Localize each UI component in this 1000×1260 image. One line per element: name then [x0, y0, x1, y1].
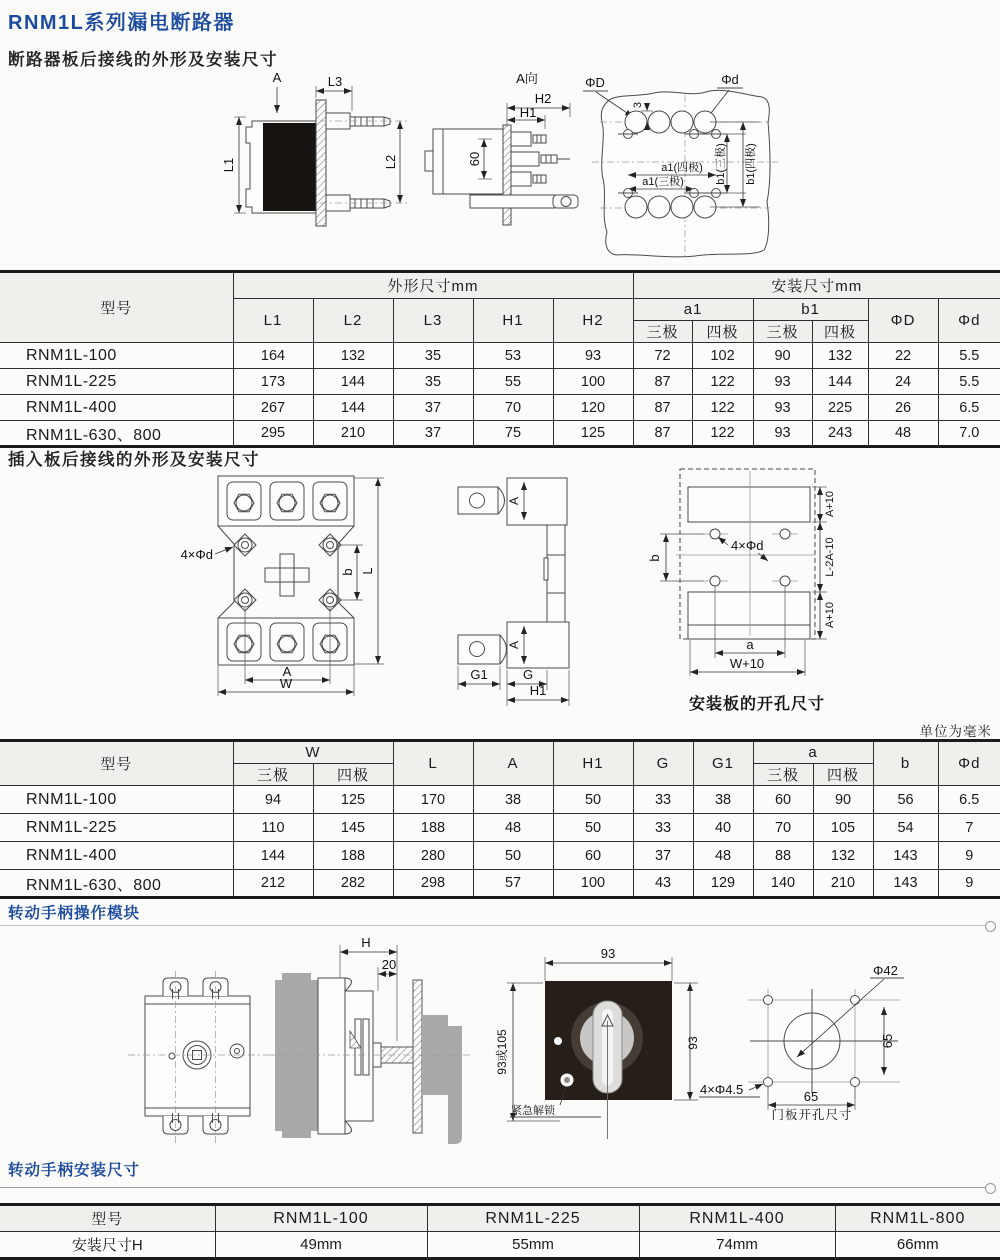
t1-h-l1: L1 [233, 299, 313, 343]
cell: 24 [868, 369, 938, 395]
dim-label-l3: L3 [327, 74, 343, 89]
dim-label-93-top: 93 [600, 946, 616, 961]
handle-module-side-view [268, 935, 470, 1144]
label-4xphid: 4×Φd [180, 547, 213, 562]
cell: 38 [473, 786, 553, 814]
cell: 188 [393, 814, 473, 842]
cell: 60 [753, 786, 813, 814]
panel-drilling-view [583, 72, 778, 257]
cell: 122 [692, 395, 753, 421]
model-cell: RNM1L-400 [0, 842, 233, 870]
label-phi42: Φ42 [873, 963, 898, 978]
cell: 164 [233, 343, 313, 369]
cell: 87 [633, 369, 692, 395]
door-panel-hatched [413, 980, 422, 1133]
outline-install-dimension-table [0, 270, 1000, 448]
table-row [0, 343, 1000, 369]
cell: 57 [473, 870, 553, 898]
cell: 55mm [427, 1232, 639, 1259]
dim-label-a1-3p: a1(三极) [642, 176, 684, 188]
cell: 50 [553, 786, 633, 814]
cell: 125 [313, 786, 393, 814]
cell: 38 [693, 786, 753, 814]
cell: 140 [753, 870, 813, 898]
cell: 93 [753, 395, 812, 421]
cell: 9 [938, 842, 1000, 870]
cell: 143 [873, 842, 938, 870]
emergency-unlock-label: 紧急解锁 [511, 1105, 555, 1117]
section3-title: 转动手柄操作模块 [8, 905, 141, 922]
dim-label-L: L [360, 567, 375, 575]
label-phid: Φd [721, 72, 739, 87]
cell: 37 [633, 842, 693, 870]
cell: 54 [873, 814, 938, 842]
model-cell: RNM1L-225 [0, 369, 233, 395]
table-row [0, 814, 1000, 842]
cell: 243 [812, 421, 868, 447]
cell: 212 [233, 870, 313, 898]
t2-h-model: 型号 [0, 741, 233, 786]
t1-h-install: 安装尺寸mm [633, 272, 1000, 299]
cell: 210 [313, 421, 393, 447]
door-drilling-caption: 门板开孔尺寸 [771, 1108, 853, 1122]
cell: 143 [873, 870, 938, 898]
dim-label-65-right: 65 [880, 1033, 895, 1049]
cell: 5.5 [938, 343, 1000, 369]
plug-in-side-view [458, 478, 569, 706]
cell: 188 [313, 842, 393, 870]
view-label-a: A向 [516, 71, 538, 86]
cell: 210 [813, 870, 873, 898]
cell: 49mm [215, 1232, 427, 1259]
cell: 144 [233, 842, 313, 870]
cell: 102 [692, 343, 753, 369]
t3-h-model: 型号 [0, 1205, 215, 1232]
section2-title: 插入板后接线的外形及安装尺寸 [8, 451, 260, 469]
dim-label-20: 20 [381, 957, 397, 972]
t1-h-l3: L3 [393, 299, 473, 343]
dim-label-w10: W+10 [729, 656, 765, 671]
plug-in-connection-drawings [0, 468, 1000, 716]
mounting-plate-hatched [316, 100, 326, 226]
cell: 74mm [639, 1232, 835, 1259]
table-row [0, 870, 1000, 898]
dim-label-l1: L1 [221, 157, 236, 173]
model-cell: RNM1L-100 [0, 343, 233, 369]
door-drilling-view [748, 963, 904, 1122]
t2-h-phid: Φd [938, 741, 1000, 786]
dim-label-W: W [279, 676, 293, 691]
t3-model-1: RNM1L-225 [427, 1205, 639, 1232]
cell: 129 [693, 870, 753, 898]
model-cell: RNM1L-400 [0, 395, 233, 421]
cell: 90 [813, 786, 873, 814]
t1-h-model: 型号 [0, 272, 233, 343]
t3-model-0: RNM1L-100 [215, 1205, 427, 1232]
cell: 295 [233, 421, 313, 447]
cell: 132 [812, 343, 868, 369]
dim-label-b: b [340, 568, 355, 576]
cell: 9 [938, 870, 1000, 898]
cell: 53 [473, 343, 553, 369]
cell: 66mm [835, 1232, 1000, 1259]
cell: 75 [473, 421, 553, 447]
t1-h-outline: 外形尺寸mm [233, 272, 633, 299]
t2-h-a2: a [753, 741, 873, 764]
cell: 33 [633, 786, 693, 814]
cell: 87 [633, 421, 692, 447]
t2-h-w: W [233, 741, 393, 764]
section1-title: 断路器板后接线的外形及安装尺寸 [8, 51, 278, 69]
cell: 88 [753, 842, 813, 870]
section4-divider [0, 1187, 985, 1188]
cell: 132 [813, 842, 873, 870]
section4-divider-endcap [985, 1183, 996, 1194]
cell: 35 [393, 369, 473, 395]
label-4xphi45: 4×Φ4.5 [700, 1082, 744, 1097]
model-cell: RNM1L-630、800 [0, 870, 233, 898]
t2-h-4pole-a: 四极 [813, 764, 873, 786]
dim-label-65-bottom: 65 [803, 1089, 819, 1104]
rear-connection-drawings [0, 67, 1000, 264]
dim-label-a10-top: A+10 [824, 491, 836, 517]
t3-dim-label: 安装尺寸H [0, 1232, 215, 1259]
cell: 55 [473, 369, 553, 395]
indicator-dot [554, 1037, 562, 1045]
mounting-plate-cutout-view [647, 469, 836, 713]
t2-h-3pole-a: 三极 [753, 764, 813, 786]
cell: 22 [868, 343, 938, 369]
mounting-bosses [234, 534, 341, 611]
dim-label-93-right: 93 [686, 1036, 700, 1050]
breaker-front-view [128, 971, 268, 1143]
t3-model-3: RNM1L-800 [835, 1205, 1000, 1232]
label-4xphid-2: 4×Φd [731, 538, 764, 553]
cell: 105 [813, 814, 873, 842]
section3-divider [0, 925, 985, 926]
breaker-side-view [221, 70, 408, 226]
cell: 60 [553, 842, 633, 870]
t2-h-4pole-w: 四极 [313, 764, 393, 786]
cell: 56 [873, 786, 938, 814]
t2-h-3pole-w: 三极 [233, 764, 313, 786]
terminal-block-top [227, 482, 347, 520]
t1-h-4pole-a: 四极 [692, 321, 753, 343]
cell: 144 [313, 369, 393, 395]
t1-h-3pole-b: 三极 [753, 321, 812, 343]
cell: 87 [633, 395, 692, 421]
cell: 6.5 [938, 786, 1000, 814]
cell: 122 [692, 421, 753, 447]
t1-h-3pole-a: 三极 [633, 321, 692, 343]
t2-h-a: A [473, 741, 553, 786]
dim-label-a2: a [746, 637, 754, 652]
model-cell: RNM1L-225 [0, 814, 233, 842]
rotary-handle-drawings [0, 931, 1000, 1155]
t1-h-a1: a1 [633, 299, 753, 321]
cell: 50 [473, 842, 553, 870]
cell: 90 [753, 343, 812, 369]
cell: 100 [553, 369, 633, 395]
cell: 6.5 [938, 395, 1000, 421]
dim-label-H1: H1 [529, 683, 547, 698]
table-row [0, 421, 1000, 447]
cell: 170 [393, 786, 473, 814]
dim-label-G: G [522, 667, 534, 682]
t2-h-h1: H1 [553, 741, 633, 786]
cell: 94 [233, 786, 313, 814]
cell: 5.5 [938, 369, 1000, 395]
cell: 26 [868, 395, 938, 421]
unit-note: 单位为毫米 [919, 724, 992, 739]
cell: 267 [233, 395, 313, 421]
cell: 50 [553, 814, 633, 842]
plug-in-dimension-table [0, 739, 1000, 899]
cutout-caption: 安装板的开孔尺寸 [688, 696, 826, 713]
cell: 35 [393, 343, 473, 369]
t1-h-4pole-b: 四极 [812, 321, 868, 343]
cell: 48 [693, 842, 753, 870]
cell: 145 [313, 814, 393, 842]
cell: 298 [393, 870, 473, 898]
dim-label-A-bottom: A [507, 640, 521, 650]
dim-label-3: 3 [632, 101, 644, 109]
dim-label-h1: H1 [519, 105, 537, 120]
page-title: RNM1L系列漏电断路器 [8, 12, 235, 34]
table-row [0, 395, 1000, 421]
breaker-body-gray [275, 980, 318, 1131]
cell: 225 [812, 395, 868, 421]
handle-install-dimension-table [0, 1203, 1000, 1260]
cell: 72 [633, 343, 692, 369]
dim-label-h2: H2 [534, 91, 552, 106]
t2-h-l: L [393, 741, 473, 786]
cell: 280 [393, 842, 473, 870]
cell: 100 [553, 870, 633, 898]
cell: 70 [753, 814, 813, 842]
model-cell: RNM1L-630、800 [0, 421, 233, 447]
dim-label-H: H [361, 935, 371, 950]
t1-h-phid: Φd [938, 299, 1000, 343]
cell: 110 [233, 814, 313, 842]
t2-h-b: b [873, 741, 938, 786]
cell: 48 [868, 421, 938, 447]
dim-label-G1: G1 [470, 667, 488, 682]
t1-h-l2: L2 [313, 299, 393, 343]
cell: 93 [553, 343, 633, 369]
cell: 93 [753, 369, 812, 395]
cell: 7.0 [938, 421, 1000, 447]
cell: 122 [692, 369, 753, 395]
label-phiD: ΦD [585, 75, 605, 90]
dim-label-a: A [272, 70, 282, 85]
dim-label-b2: b [647, 554, 662, 562]
dim-label-l2: L2 [383, 154, 398, 170]
t2-h-g1: G1 [693, 741, 753, 786]
cell: 40 [693, 814, 753, 842]
t1-h-phiD: ΦD [868, 299, 938, 343]
cell: 120 [553, 395, 633, 421]
rotary-handle-gray [422, 1015, 462, 1144]
t1-h-h2: H2 [553, 299, 633, 343]
cell: 70 [473, 395, 553, 421]
cell: 173 [233, 369, 313, 395]
cell: 33 [633, 814, 693, 842]
dim-label-a1-4p: a1(四极) [661, 162, 703, 174]
model-cell: RNM1L-100 [0, 786, 233, 814]
dim-label-a10-bot: A+10 [824, 602, 836, 628]
handle-faceplate [495, 946, 763, 1139]
table-row [0, 1232, 1000, 1259]
dim-label-93or105: 93或105 [495, 1029, 509, 1075]
dim-label-A-top: A [507, 496, 521, 506]
section4-title: 转动手柄安装尺寸 [8, 1162, 141, 1179]
t3-model-2: RNM1L-400 [639, 1205, 835, 1232]
cell: 144 [812, 369, 868, 395]
cell: 125 [553, 421, 633, 447]
breaker-a-view [425, 71, 578, 225]
breaker-body-black [263, 123, 316, 211]
cell: 144 [313, 395, 393, 421]
table-row [0, 369, 1000, 395]
t1-h-b1: b1 [753, 299, 868, 321]
table-row [0, 786, 1000, 814]
dim-label-l2a10: L-2A-10 [824, 537, 836, 577]
cell: 282 [313, 870, 393, 898]
cell: 48 [473, 814, 553, 842]
cell: 43 [633, 870, 693, 898]
plug-in-front-view [181, 476, 384, 696]
t2-h-g: G [633, 741, 693, 786]
terminal-stubs [511, 132, 570, 186]
t1-h-h1: H1 [473, 299, 553, 343]
dim-label-b1-3p: b1(三极) [715, 143, 727, 185]
cell: 132 [313, 343, 393, 369]
cell: 93 [753, 421, 812, 447]
table-row [0, 842, 1000, 870]
cell: 37 [393, 395, 473, 421]
dim-label-A: A [282, 664, 292, 679]
cell: 37 [393, 421, 473, 447]
dim-label-60: 60 [467, 151, 482, 167]
cell: 7 [938, 814, 1000, 842]
dim-label-b1-4p: b1(四极) [745, 143, 757, 185]
